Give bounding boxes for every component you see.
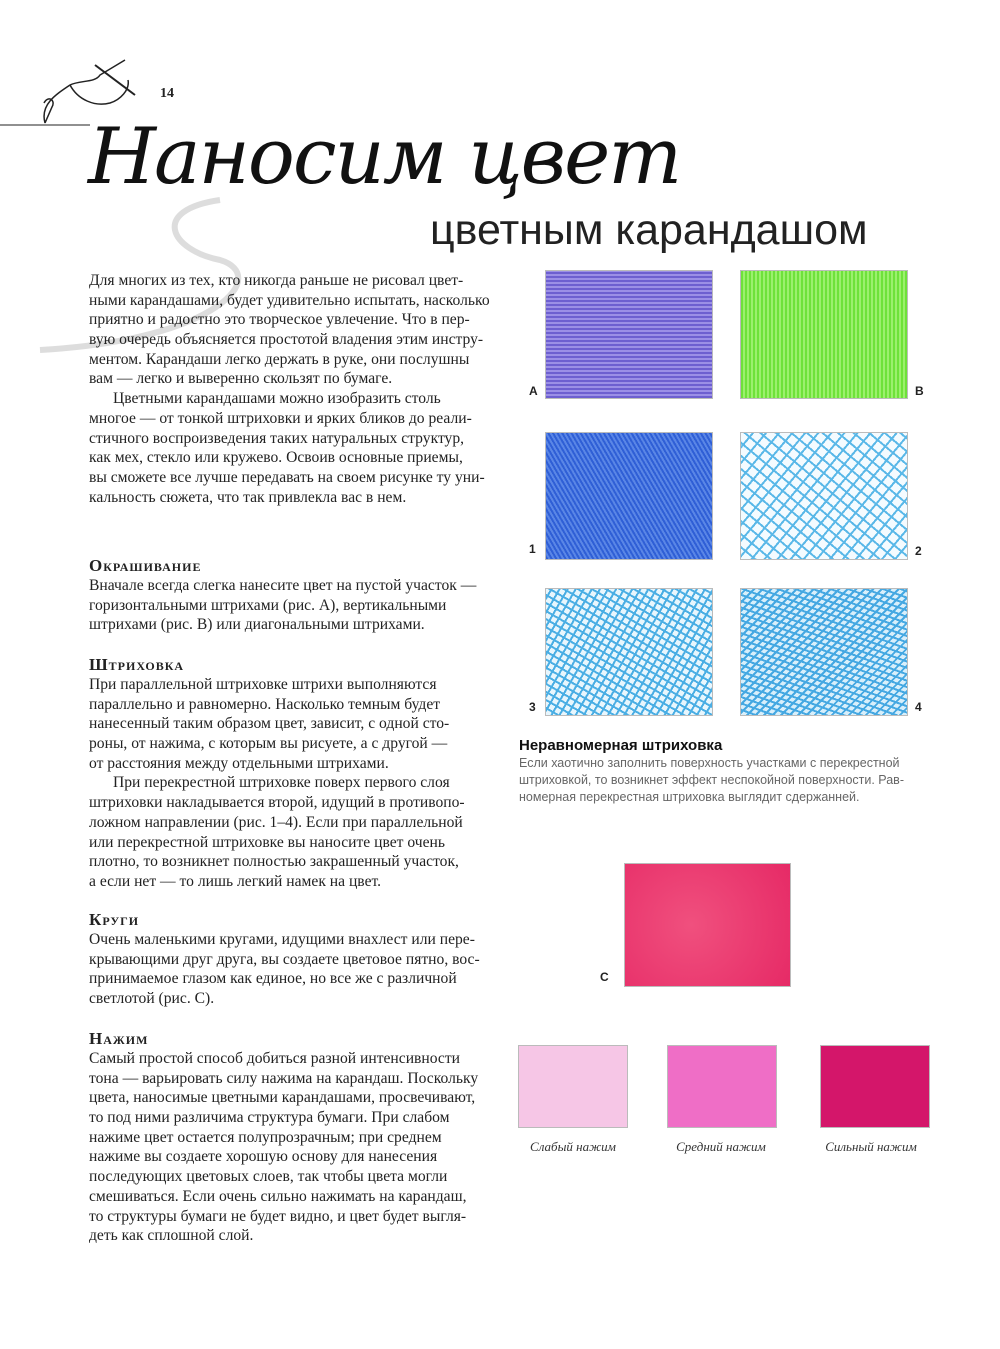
- figure-label: C: [600, 970, 609, 984]
- section-heading: Окрашивание: [89, 556, 202, 575]
- section-circles: Круги Очень маленькими кругами, идущими внахлест или пере- крывающими друг друга, вы создаете цветовое пятно, вос- принимаемое глазом как единое, но все же с различной светлотой (рис. C).: [89, 910, 480, 1008]
- figure-label: A: [529, 384, 538, 398]
- intro-text: Для многих из тех, кто никогда раньше не рисовал цвет- ными карандашами, будет удивительно испытать, насколько приятно и радостно это творческое увлечение. Что в пер- вую очередь объясняется простотой владения этим инстру- ментом. Карандаши легко держать в руке, они послушны вам — легко и выверенно скользят по бумаге. Цветными карандашами можно изобразить столь многое — от тонкой штриховки и ярких бликов до реали- стичного воспроизведения таких натуральных структур, как мех, стекло или кружево. Освоив основные приемы, вы сможете все лучше передавать на своем рисунке ту уни- кальность сюжета, что так привлекла вас в нем.: [89, 272, 490, 506]
- caption-light: Слабый нажим: [530, 1139, 616, 1154]
- page-subtitle: цветным карандашом: [430, 206, 868, 254]
- sidebar-text: Если хаотично заполнить поверхность участками с перекрестной штриховкой, то возникнет эффект неспокойной поверхности. Рав- номерная перекрестная штриховка выглядит сдержанней.: [519, 756, 904, 804]
- figure-label: 1: [529, 542, 536, 556]
- section-pressure: Нажим Самый простой способ добиться разной интенсивности тона — варьировать силу нажима на карандаш. Поскольку цвета, наносимые цветными карандашами, просвечивают, то под ними различима структура бумаги. При слабом нажиме цвет остается полупрозрачным; при среднем нажиме вы создаете хорошую основу для нанесения последующих цветовых слоев, так чтобы цвета могли смешиваться. Если очень сильно нажимать на карандаш, то структуры бумаги не будет видно, и цвет будет выгля- деть как сплошной слой.: [89, 1029, 479, 1245]
- swatch-a-horizontal: [545, 270, 713, 399]
- figure-label: 4: [915, 700, 922, 714]
- section-heading: Штриховка: [89, 655, 185, 674]
- swatch-3: [545, 588, 713, 716]
- caption-strong: Сильный нажим: [825, 1139, 917, 1154]
- swatch-1: [545, 432, 713, 560]
- section-coloring: Окрашивание Вначале всегда слегка нанесите цвет на пустой участок — горизонтальными штрихами (рис. A), вертикальными штрихами (рис. B) или диагональными штрихами.: [89, 556, 477, 634]
- swatch-light-pressure: [518, 1045, 628, 1128]
- swatch-b-vertical: [740, 270, 908, 399]
- swatch-2: [740, 432, 908, 560]
- figure-label: 2: [915, 544, 922, 558]
- swatch-strong-pressure: [820, 1045, 930, 1128]
- swatch-medium-pressure: [667, 1045, 777, 1128]
- page-title-script: Наносим цвет: [88, 112, 681, 202]
- swatch-4: [740, 588, 908, 716]
- caption-medium: Средний нажим: [676, 1139, 766, 1154]
- figure-label: B: [915, 384, 924, 398]
- page-number: 14: [160, 86, 174, 101]
- swatch-c-circles: [624, 863, 791, 987]
- section-heading: Нажим: [89, 1029, 149, 1048]
- section-hatching: Штриховка При параллельной штриховке штрихи выполняются параллельно и равномерно. Насколько темным будет нанесенный таким образом цвет, зависит, с одной сто- роны, от нажима, с которым вы рисуете, а с другой — от расстояния между отдельными штрихами. При перекрестной штриховке поверх первого слоя штриховки накладывается второй, идущий в противопо- ложном направлении (рис. 1–4). Если при параллельной или перекрестной штриховке вы наносите цвет очень плотно, то возникнет полностью закрашенный участок, а если нет — то лишь легкий намек на цвет.: [89, 655, 465, 890]
- figure-label: 3: [529, 700, 536, 714]
- sidebar-title: Неравномерная штриховка: [519, 737, 723, 754]
- section-heading: Круги: [89, 910, 140, 929]
